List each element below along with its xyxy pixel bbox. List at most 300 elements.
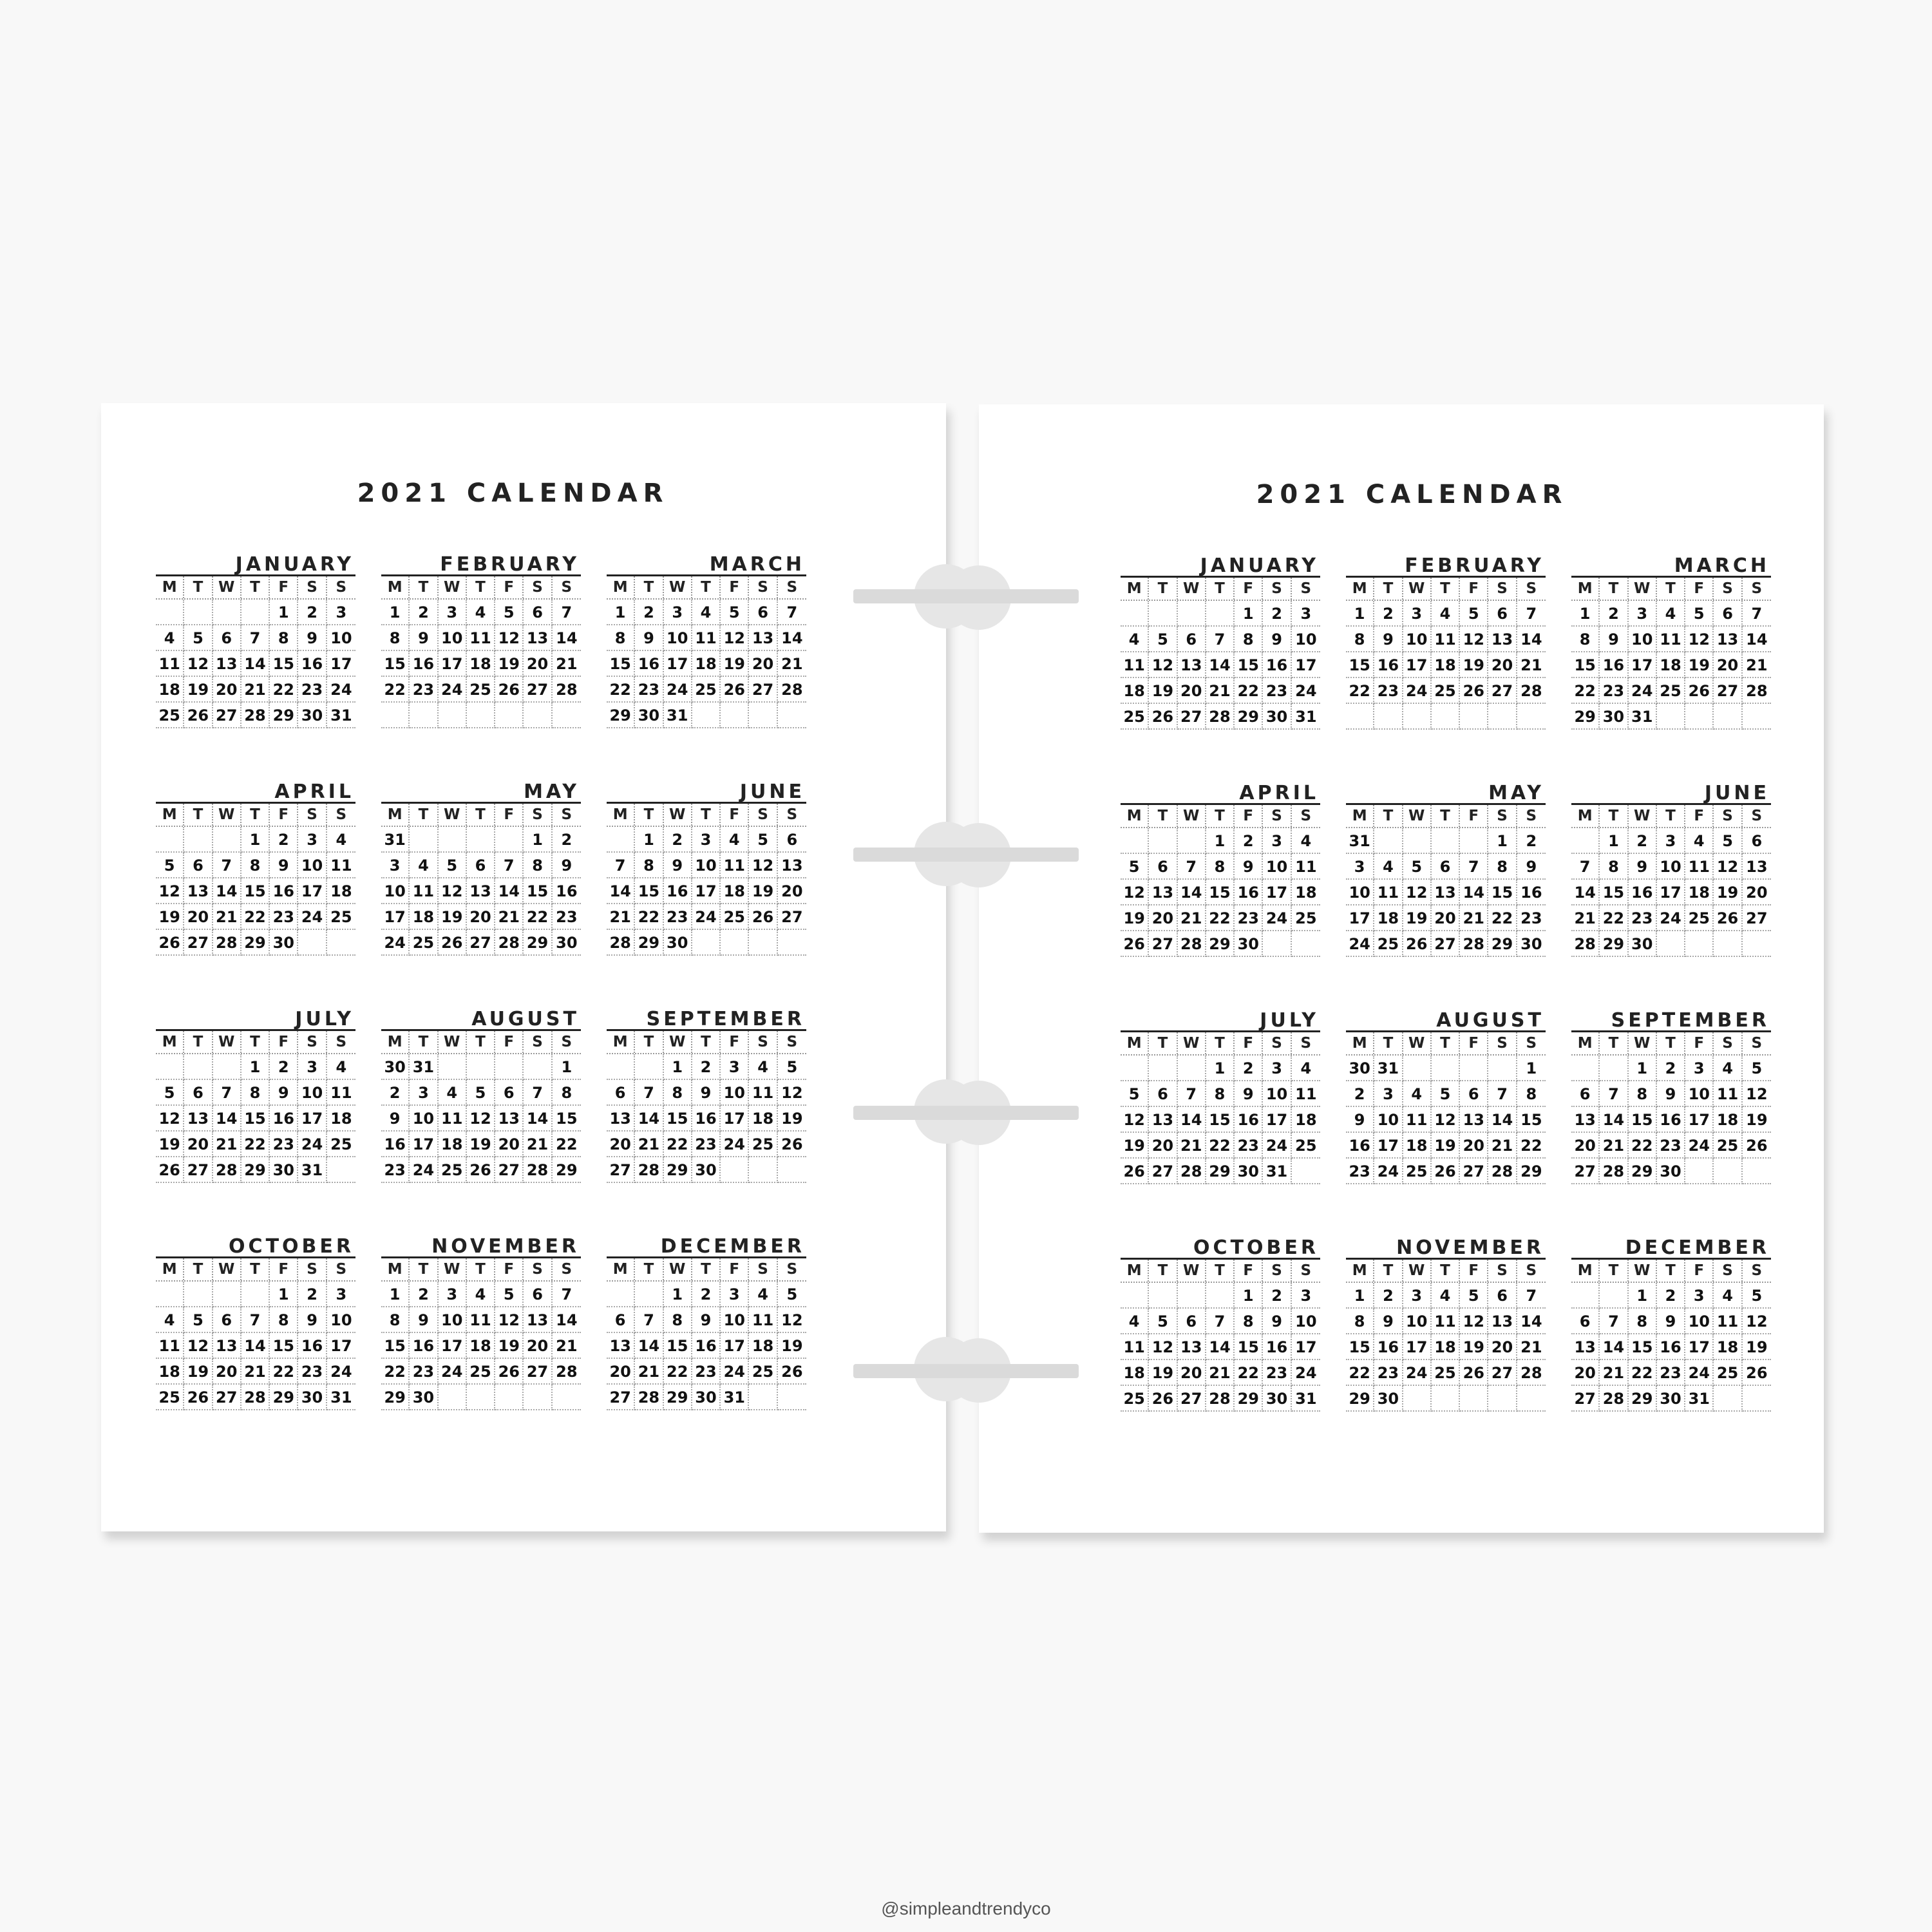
day-cell: 30 xyxy=(1346,1056,1374,1081)
weekday-header xyxy=(1346,576,1546,600)
day-cell xyxy=(1178,1283,1206,1309)
day-cell: 5 xyxy=(721,600,749,625)
day-cell: 26 xyxy=(156,1157,184,1183)
day-cell: 18 xyxy=(439,1132,467,1157)
day-cell xyxy=(381,703,410,728)
day-cell: 26 xyxy=(1149,704,1177,730)
day-cell: 30 xyxy=(1374,1386,1403,1412)
day-cell xyxy=(1743,1159,1771,1184)
weekday-label: T xyxy=(1657,1260,1685,1282)
weekday-label: W xyxy=(213,576,242,598)
day-cell: 14 xyxy=(213,878,242,904)
weekday-label: T xyxy=(692,1258,721,1280)
day-cell: 29 xyxy=(1571,704,1600,730)
day-cell: 23 xyxy=(298,1359,327,1385)
day-cell xyxy=(607,827,635,853)
weekday-label: T xyxy=(467,1258,495,1280)
month-name: JANUARY xyxy=(235,553,354,576)
day-cell xyxy=(298,930,327,956)
day-cell: 20 xyxy=(524,651,552,677)
day-cell: 15 xyxy=(1517,1107,1546,1133)
day-cell: 17 xyxy=(1657,880,1685,905)
weekday-header xyxy=(1121,803,1320,827)
day-cell: 17 xyxy=(1263,1107,1291,1133)
weekday-label: S xyxy=(1488,1260,1517,1282)
day-cell: 18 xyxy=(692,651,721,677)
day-cell: 29 xyxy=(1600,931,1628,957)
day-cell: 6 xyxy=(607,1307,635,1333)
day-cell: 17 xyxy=(1346,905,1374,931)
weekday-label: S xyxy=(1488,805,1517,827)
weekday-label: T xyxy=(184,804,213,826)
weekday-label: M xyxy=(1571,578,1600,600)
day-cell: 17 xyxy=(298,1106,327,1132)
weekday-label: M xyxy=(1346,1260,1374,1282)
day-cell: 11 xyxy=(327,853,355,878)
day-cell: 14 xyxy=(1517,1309,1546,1334)
day-cell: 16 xyxy=(270,1106,298,1132)
day-cell: 11 xyxy=(1403,1107,1432,1133)
day-cell: 18 xyxy=(467,1333,495,1359)
weekday-label: T xyxy=(1657,578,1685,600)
day-cell: 29 xyxy=(1235,1386,1263,1412)
day-cell: 22 xyxy=(242,1132,270,1157)
weekday-label: S xyxy=(1526,808,1537,824)
weekday-label: F xyxy=(495,1258,524,1280)
day-cell: 26 xyxy=(439,930,467,956)
weekday-header xyxy=(381,574,581,598)
weekday-label: T xyxy=(410,576,438,598)
day-cell: 15 xyxy=(1346,1334,1374,1360)
day-cell: 25 xyxy=(156,703,184,728)
day-cell: 19 xyxy=(1403,905,1432,931)
day-cell: 7 xyxy=(1743,601,1771,627)
day-cell: 20 xyxy=(184,904,213,930)
day-cell: 22 xyxy=(242,904,270,930)
days-grid xyxy=(1571,1282,1771,1412)
day-cell xyxy=(327,930,355,956)
days-grid xyxy=(1121,827,1320,957)
weekday-label: T xyxy=(635,576,663,598)
day-cell: 3 xyxy=(1263,1056,1291,1081)
day-cell: 28 xyxy=(524,1157,552,1183)
day-cell: 8 xyxy=(381,625,410,651)
weekday-label: F xyxy=(1685,1032,1714,1054)
day-cell: 11 xyxy=(1432,627,1460,652)
day-cell: 6 xyxy=(495,1080,524,1106)
day-cell: 13 xyxy=(778,853,806,878)
day-cell: 27 xyxy=(184,930,213,956)
days-grid xyxy=(1346,1054,1546,1184)
days-grid xyxy=(1571,600,1771,730)
month-name: OCTOBER xyxy=(229,1235,354,1258)
month-september xyxy=(607,1010,806,1183)
month-january xyxy=(1121,556,1320,730)
weekday-label: S xyxy=(1751,580,1763,597)
day-cell: 28 xyxy=(213,1157,242,1183)
day-cell: 18 xyxy=(1714,1334,1742,1360)
day-cell: 23 xyxy=(692,1359,721,1385)
day-cell: 8 xyxy=(1206,1081,1235,1107)
day-cell: 31 xyxy=(381,827,410,853)
day-cell: 25 xyxy=(1714,1360,1742,1386)
day-cell: 8 xyxy=(635,853,663,878)
day-cell: 12 xyxy=(439,878,467,904)
day-cell: 2 xyxy=(1517,828,1546,854)
day-cell: 22 xyxy=(1517,1133,1546,1159)
day-cell: 4 xyxy=(439,1080,467,1106)
day-cell: 17 xyxy=(327,651,355,677)
day-cell: 20 xyxy=(1178,1360,1206,1386)
day-cell: 13 xyxy=(1460,1107,1488,1133)
day-cell xyxy=(721,1157,749,1183)
day-cell: 28 xyxy=(553,1359,581,1385)
day-cell: 27 xyxy=(524,1359,552,1385)
day-cell xyxy=(1600,1283,1628,1309)
day-cell: 17 xyxy=(692,878,721,904)
day-cell: 4 xyxy=(156,625,184,651)
day-cell: 27 xyxy=(467,930,495,956)
day-cell xyxy=(1121,1283,1149,1309)
day-cell: 17 xyxy=(664,651,692,677)
weekday-label: T xyxy=(1657,1032,1685,1054)
weekday-label: T xyxy=(1149,1260,1177,1282)
weekday-label: S xyxy=(1751,1262,1763,1279)
weekday-label: S xyxy=(1488,1032,1517,1054)
day-cell: 14 xyxy=(1488,1107,1517,1133)
day-cell: 4 xyxy=(721,827,749,853)
day-cell: 16 xyxy=(410,1333,438,1359)
day-cell: 21 xyxy=(1460,905,1488,931)
day-cell: 19 xyxy=(1743,1107,1771,1133)
day-cell: 30 xyxy=(298,1385,327,1410)
binder-ring xyxy=(853,1364,1079,1378)
days-grid xyxy=(1121,1054,1320,1184)
day-cell: 25 xyxy=(1432,678,1460,704)
day-cell: 2 xyxy=(1263,601,1291,627)
day-cell: 12 xyxy=(495,625,524,651)
day-cell xyxy=(1714,931,1742,957)
weekday-label: F xyxy=(1235,805,1263,827)
days-grid xyxy=(156,1053,355,1183)
day-cell: 13 xyxy=(467,878,495,904)
weekday-label: M xyxy=(381,576,410,598)
weekday-label: S xyxy=(1300,1262,1312,1279)
day-cell xyxy=(1488,1386,1517,1412)
weekday-label: S xyxy=(1526,580,1537,597)
weekday-label: F xyxy=(1235,1032,1263,1054)
day-cell: 19 xyxy=(1432,1133,1460,1159)
day-cell: 21 xyxy=(553,1333,581,1359)
day-cell: 24 xyxy=(1263,1133,1291,1159)
day-cell xyxy=(1346,704,1374,730)
day-cell: 6 xyxy=(1488,601,1517,627)
weekday-label: M xyxy=(156,576,184,598)
day-cell: 30 xyxy=(1517,931,1546,957)
day-cell xyxy=(1374,704,1403,730)
day-cell: 15 xyxy=(1235,652,1263,678)
day-cell: 26 xyxy=(184,1385,213,1410)
weekday-label: F xyxy=(270,804,298,826)
day-cell xyxy=(778,703,806,728)
day-cell: 27 xyxy=(495,1157,524,1183)
day-cell: 9 xyxy=(692,1307,721,1333)
day-cell: 24 xyxy=(381,930,410,956)
day-cell: 9 xyxy=(410,625,438,651)
days-grid xyxy=(1346,827,1546,957)
month-name: APRIL xyxy=(1239,782,1319,804)
month-name: MARCH xyxy=(709,553,805,576)
day-cell xyxy=(1460,1386,1488,1412)
day-cell: 16 xyxy=(1657,1334,1685,1360)
day-cell xyxy=(495,1385,524,1410)
day-cell xyxy=(1488,1056,1517,1081)
month-name: JULY xyxy=(295,1008,354,1030)
month-may xyxy=(1346,784,1546,957)
day-cell xyxy=(1460,828,1488,854)
weekday-label: W xyxy=(213,804,242,826)
weekday-label: T xyxy=(1206,578,1235,600)
day-cell: 30 xyxy=(1657,1159,1685,1184)
day-cell: 10 xyxy=(1374,1107,1403,1133)
days-grid xyxy=(1121,600,1320,730)
day-cell: 21 xyxy=(1488,1133,1517,1159)
day-cell: 10 xyxy=(1346,880,1374,905)
day-cell: 30 xyxy=(270,1157,298,1183)
day-cell: 29 xyxy=(524,930,552,956)
day-cell xyxy=(156,827,184,853)
day-cell: 24 xyxy=(1346,931,1374,957)
day-cell xyxy=(1460,704,1488,730)
weekday-label: W xyxy=(213,1031,242,1053)
day-cell: 13 xyxy=(1432,880,1460,905)
weekday-label: S xyxy=(336,806,347,823)
weekday-label: T xyxy=(242,576,270,598)
day-cell: 15 xyxy=(664,1106,692,1132)
weekday-label: S xyxy=(1488,578,1517,600)
day-cell: 25 xyxy=(721,904,749,930)
day-cell: 29 xyxy=(1235,704,1263,730)
day-cell: 22 xyxy=(1629,1360,1657,1386)
day-cell: 11 xyxy=(467,1307,495,1333)
day-cell: 9 xyxy=(270,853,298,878)
day-cell: 1 xyxy=(524,827,552,853)
day-cell: 1 xyxy=(1346,601,1374,627)
day-cell: 10 xyxy=(1403,1309,1432,1334)
day-cell: 21 xyxy=(1517,1334,1546,1360)
days-grid xyxy=(1346,600,1546,730)
day-cell: 7 xyxy=(778,600,806,625)
day-cell: 8 xyxy=(1206,854,1235,880)
weekday-label: M xyxy=(607,1031,635,1053)
day-cell: 14 xyxy=(1206,652,1235,678)
weekday-label: M xyxy=(1346,1032,1374,1054)
day-cell: 14 xyxy=(1600,1334,1628,1360)
day-cell: 15 xyxy=(1206,880,1235,905)
weekday-label: W xyxy=(439,804,467,826)
day-cell xyxy=(439,1054,467,1080)
day-cell: 9 xyxy=(1263,627,1291,652)
day-cell: 8 xyxy=(1517,1081,1546,1107)
day-cell: 8 xyxy=(1600,854,1628,880)
day-cell: 24 xyxy=(1657,905,1685,931)
day-cell: 19 xyxy=(721,651,749,677)
weekday-label: W xyxy=(1629,805,1657,827)
day-cell: 1 xyxy=(1488,828,1517,854)
day-cell: 11 xyxy=(1292,854,1320,880)
day-cell: 6 xyxy=(607,1080,635,1106)
days-grid xyxy=(607,598,806,728)
day-cell: 5 xyxy=(184,625,213,651)
weekday-label: M xyxy=(1571,1032,1600,1054)
weekday-label: M xyxy=(607,804,635,826)
days-grid xyxy=(607,1280,806,1410)
day-cell: 14 xyxy=(607,878,635,904)
day-cell: 19 xyxy=(495,1333,524,1359)
day-cell xyxy=(439,827,467,853)
day-cell: 9 xyxy=(553,853,581,878)
day-cell: 17 xyxy=(1374,1133,1403,1159)
weekday-label: T xyxy=(692,1031,721,1053)
day-cell: 6 xyxy=(1149,854,1177,880)
day-cell: 4 xyxy=(1657,601,1685,627)
day-cell: 5 xyxy=(749,827,777,853)
day-cell: 29 xyxy=(553,1157,581,1183)
weekday-header xyxy=(1571,1030,1771,1054)
day-cell: 14 xyxy=(1517,627,1546,652)
day-cell: 24 xyxy=(1685,1360,1714,1386)
day-cell: 28 xyxy=(635,1385,663,1410)
days-grid xyxy=(381,1053,581,1183)
day-cell: 3 xyxy=(1292,601,1320,627)
day-cell: 3 xyxy=(1657,828,1685,854)
day-cell: 2 xyxy=(1235,1056,1263,1081)
weekday-label: S xyxy=(1714,1260,1742,1282)
weekday-label: M xyxy=(156,1031,184,1053)
day-cell xyxy=(1685,931,1714,957)
day-cell: 5 xyxy=(1121,1081,1149,1107)
day-cell: 19 xyxy=(1149,1360,1177,1386)
day-cell: 27 xyxy=(1488,678,1517,704)
month-name: FEBRUARY xyxy=(440,553,580,576)
day-cell: 22 xyxy=(381,677,410,703)
weekday-label: S xyxy=(1300,580,1312,597)
day-cell: 18 xyxy=(1714,1107,1742,1133)
weekday-label: T xyxy=(1374,578,1403,600)
weekday-label: T xyxy=(635,804,663,826)
day-cell: 17 xyxy=(1685,1107,1714,1133)
day-cell: 30 xyxy=(1263,1386,1291,1412)
day-cell: 15 xyxy=(664,1333,692,1359)
day-cell: 15 xyxy=(1206,1107,1235,1133)
day-cell: 18 xyxy=(410,904,438,930)
weekday-label: T xyxy=(242,1031,270,1053)
day-cell: 22 xyxy=(635,904,663,930)
day-cell: 12 xyxy=(1403,880,1432,905)
day-cell: 26 xyxy=(495,1359,524,1385)
day-cell: 1 xyxy=(1517,1056,1546,1081)
day-cell: 23 xyxy=(1517,905,1546,931)
days-grid xyxy=(607,1053,806,1183)
day-cell: 1 xyxy=(381,600,410,625)
month-march xyxy=(607,555,806,728)
day-cell: 23 xyxy=(1374,1360,1403,1386)
day-cell: 11 xyxy=(410,878,438,904)
day-cell: 5 xyxy=(1460,1283,1488,1309)
weekday-label: S xyxy=(786,1034,798,1050)
weekday-label: S xyxy=(1300,1035,1312,1052)
day-cell: 25 xyxy=(327,1132,355,1157)
day-cell: 5 xyxy=(1149,1309,1177,1334)
month-name: MARCH xyxy=(1674,554,1770,577)
day-cell: 21 xyxy=(1206,1360,1235,1386)
weekday-label: S xyxy=(1263,578,1291,600)
day-cell: 10 xyxy=(692,853,721,878)
day-cell: 27 xyxy=(1743,905,1771,931)
day-cell: 23 xyxy=(381,1157,410,1183)
weekday-label: S xyxy=(1714,805,1742,827)
month-may xyxy=(381,782,581,956)
day-cell: 14 xyxy=(1571,880,1600,905)
weekday-label: S xyxy=(1300,808,1312,824)
day-cell: 5 xyxy=(1403,854,1432,880)
day-cell: 29 xyxy=(1206,1159,1235,1184)
weekday-label: T xyxy=(1432,1260,1460,1282)
day-cell: 8 xyxy=(1571,627,1600,652)
day-cell: 29 xyxy=(664,1385,692,1410)
day-cell: 11 xyxy=(156,1333,184,1359)
month-name: NOVEMBER xyxy=(1396,1236,1544,1259)
day-cell xyxy=(439,703,467,728)
day-cell: 7 xyxy=(553,600,581,625)
day-cell: 4 xyxy=(1432,601,1460,627)
day-cell: 11 xyxy=(1121,1334,1149,1360)
day-cell: 18 xyxy=(1121,678,1149,704)
day-cell: 30 xyxy=(381,1054,410,1080)
day-cell xyxy=(1488,704,1517,730)
day-cell: 21 xyxy=(607,904,635,930)
day-cell: 27 xyxy=(1149,931,1177,957)
day-cell: 24 xyxy=(1292,1360,1320,1386)
day-cell: 3 xyxy=(298,827,327,853)
day-cell: 4 xyxy=(1121,1309,1149,1334)
day-cell: 26 xyxy=(721,677,749,703)
day-cell: 3 xyxy=(439,1282,467,1307)
weekday-label: S xyxy=(298,1031,327,1053)
day-cell: 27 xyxy=(524,677,552,703)
day-cell: 28 xyxy=(1488,1159,1517,1184)
day-cell: 20 xyxy=(1178,678,1206,704)
day-cell: 2 xyxy=(1346,1081,1374,1107)
day-cell: 19 xyxy=(1121,905,1149,931)
month-name: MAY xyxy=(1488,782,1544,804)
day-cell: 3 xyxy=(1685,1056,1714,1081)
day-cell: 24 xyxy=(1374,1159,1403,1184)
day-cell: 5 xyxy=(156,1080,184,1106)
day-cell: 25 xyxy=(467,677,495,703)
day-cell: 23 xyxy=(298,677,327,703)
day-cell: 12 xyxy=(1685,627,1714,652)
month-july xyxy=(156,1010,355,1183)
weekday-label: W xyxy=(439,576,467,598)
day-cell: 30 xyxy=(270,930,298,956)
day-cell: 14 xyxy=(1178,1107,1206,1133)
day-cell: 27 xyxy=(184,1157,213,1183)
day-cell: 23 xyxy=(1263,1360,1291,1386)
day-cell: 26 xyxy=(495,677,524,703)
day-cell: 18 xyxy=(327,1106,355,1132)
weekday-label: T xyxy=(467,804,495,826)
